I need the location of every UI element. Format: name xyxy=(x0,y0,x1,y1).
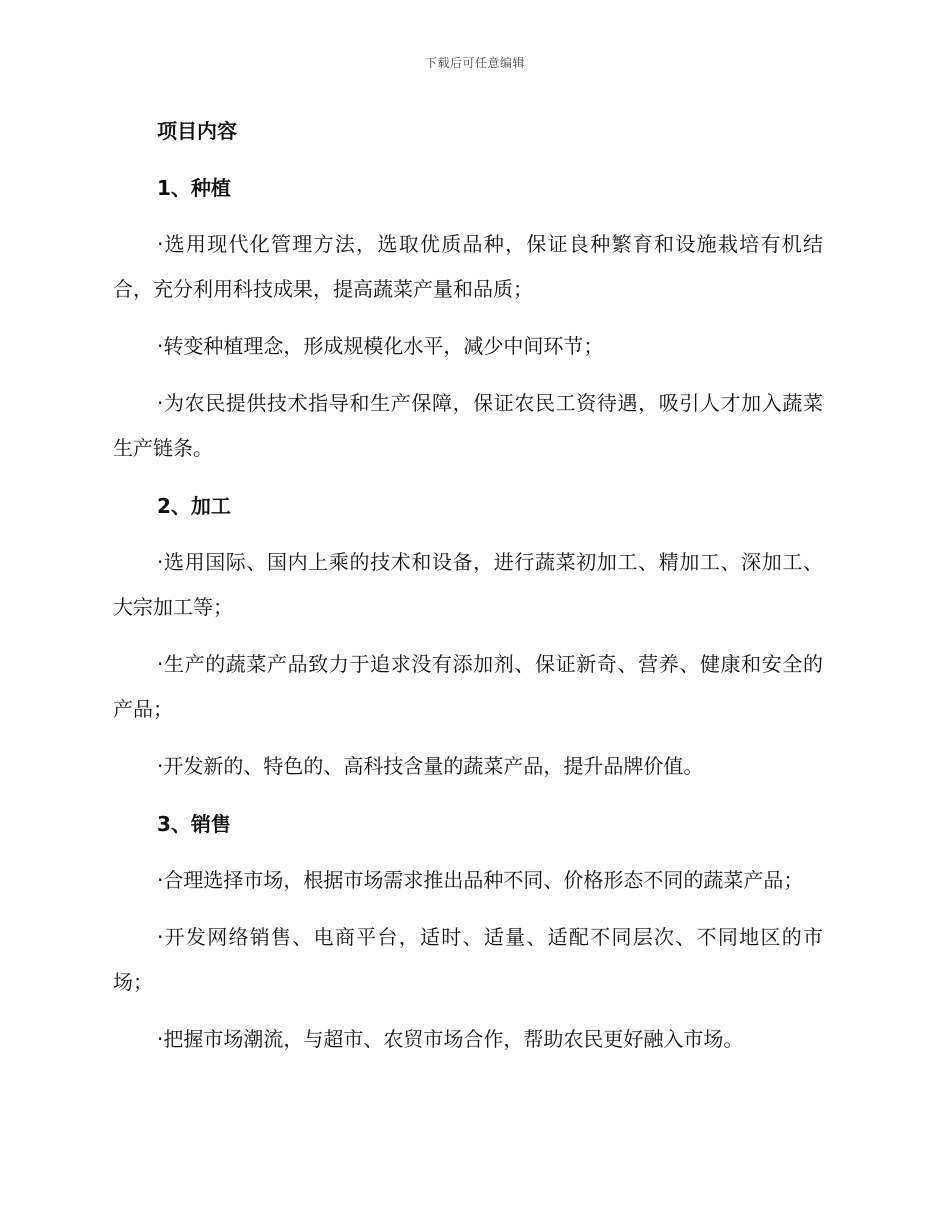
paragraph: ·选用现代化管理方法，选取优质品种，保证良种繁育和设施栽培有机结合，充分利用科技成果，提高蔬菜产量和品质； xyxy=(113,232,823,301)
paragraph: ·转变种植理念，形成规模化水平，减少中间环节； xyxy=(157,334,604,358)
paragraph: ·开发网络销售、电商平台，适时、适量、适配不同层次、不同地区的市场； xyxy=(113,925,823,994)
paragraph: ·合理选择市场，根据市场需求推出品种不同、价格形态不同的蔬菜产品； xyxy=(157,868,804,892)
document-title: 项目内容 xyxy=(157,119,237,143)
section-heading-planting: 1、种植 xyxy=(157,176,231,200)
paragraph: ·生产的蔬菜产品致力于追求没有添加剂、保证新奇、营养、健康和安全的产品； xyxy=(113,652,823,721)
paragraph: ·把握市场潮流，与超市、农贸市场合作，帮助农民更好融入市场。 xyxy=(157,1027,744,1051)
section-heading-sales: 3、销售 xyxy=(157,812,231,836)
paragraph: ·选用国际、国内上乘的技术和设备，进行蔬菜初加工、精加工、深加工、大宗加工等； xyxy=(113,550,823,619)
paragraph: ·为农民提供技术指导和生产保障，保证农民工资待遇，吸引人才加入蔬菜生产链条。 xyxy=(113,391,823,460)
paragraph: ·开发新的、特色的、高科技含量的蔬菜产品，提升品牌价值。 xyxy=(157,754,704,778)
document-body xyxy=(113,108,823,1074)
page-header-note: 下载后可任意编辑 xyxy=(424,56,525,70)
section-heading-processing: 2、加工 xyxy=(157,494,231,518)
